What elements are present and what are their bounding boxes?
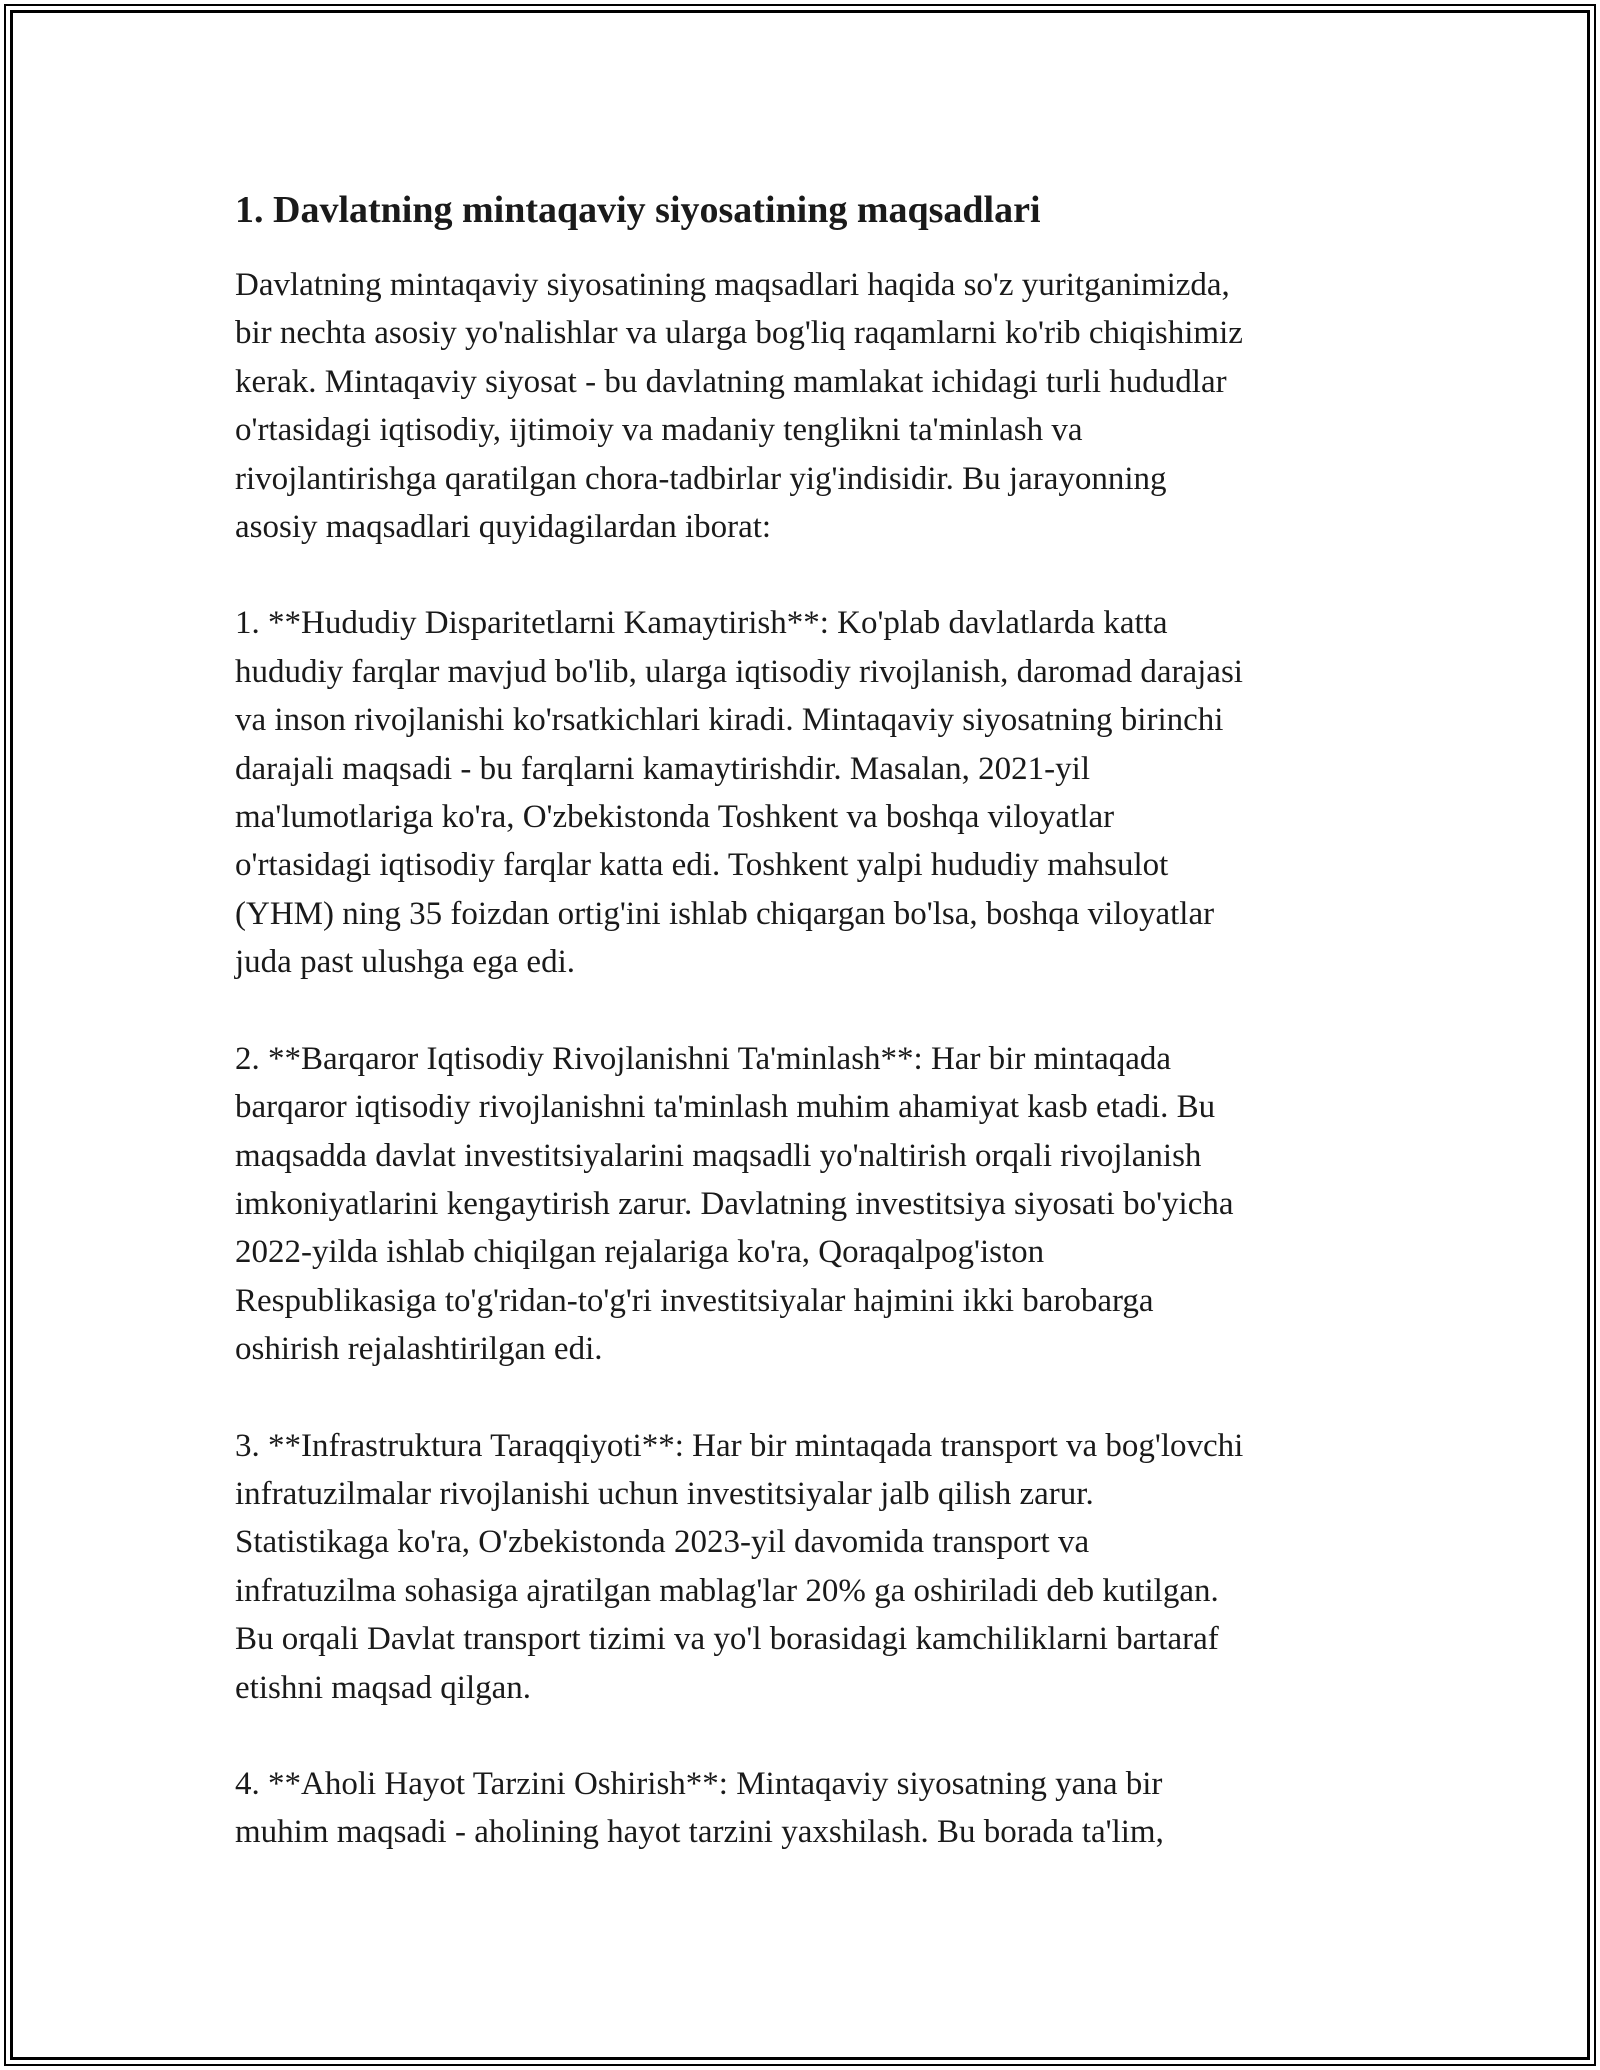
text-line: Respublikasiga to'g'ridan-to'g'ri investitsiyalar hajmini ikki barobarga	[235, 1282, 1154, 1319]
text-line: juda past ulushga ega edi.	[235, 944, 575, 981]
list-item-3-paragraph	[235, 1422, 1380, 1712]
list-item-2-paragraph	[235, 1035, 1380, 1374]
text-line: 3. **Infrastruktura Taraqqiyoti**: Har bir mintaqada transport va bog'lovchi	[235, 1427, 1244, 1464]
text-line: Bu orqali Davlat transport tizimi va yo'l borasidagi kamchiliklarni bartaraf	[235, 1621, 1219, 1658]
text-line: maqsadda davlat investitsiyalarini maqsadli yo'naltirish orqali rivojlanish	[235, 1137, 1202, 1174]
text-line: 2. **Barqaror Iqtisodiy Rivojlanishni Ta'minlash**: Har bir mintaqada	[235, 1040, 1172, 1077]
text-line: Statistikaga ko'ra, O'zbekistonda 2023-yil davomida transport va	[235, 1524, 1090, 1561]
text-line: Davlatning mintaqaviy siyosatining maqsadlari haqida so'z yuritganimizda,	[235, 267, 1230, 303]
text-line: hududiy farqlar mavjud bo'lib, ularga iqtisodiy rivojlanish, daromad darajasi	[235, 653, 1243, 690]
document-title: 1. Davlatning mintaqaviy siyosatining maqsadlari	[235, 189, 1041, 231]
text-line: 4. **Aholi Hayot Tarzini Oshirish**: Mintaqaviy siyosatning yana bir	[235, 1765, 1163, 1802]
list-item-4-paragraph	[235, 1760, 1380, 1857]
text-line: imkoniyatlarini kengaytirish zarur. Davlatning investitsiya siyosati bo'yicha	[235, 1185, 1234, 1222]
text-line: (YHM) ning 35 foizdan ortig'ini ishlab chiqargan bo'lsa, boshqa viloyatlar	[235, 895, 1215, 932]
text-line: 2022-yilda ishlab chiqilgan rejalariga ko'ra, Qoraqalpog'iston	[235, 1234, 1045, 1271]
text-line: o'rtasidagi iqtisodiy, ijtimoiy va madaniy tenglikni ta'minlash va	[235, 412, 1083, 449]
text-line: asosiy maqsadlari quyidagilardan iborat:	[235, 509, 772, 546]
text-line: va inson rivojlanishi ko'rsatkichlari kiradi. Mintaqaviy siyosatning birinchi	[235, 702, 1224, 739]
text-line: 1. **Hududiy Disparitetlarni Kamaytirish**: Ko'plab davlatlarda katta	[235, 605, 1168, 642]
intro-paragraph	[235, 261, 1380, 551]
document-body	[235, 185, 1380, 1905]
text-line: barqaror iqtisodiy rivojlanishni ta'minlash muhim ahamiyat kasb etadi. Bu	[235, 1089, 1216, 1126]
text-line: darajali maqsadi - bu farqlarni kamaytirishdir. Masalan, 2021-yil	[235, 750, 1091, 787]
list-item-1-paragraph	[235, 599, 1380, 986]
text-line: ma'lumotlariga ko'ra, O'zbekistonda Toshkent va boshqa viloyatlar	[235, 799, 1115, 836]
text-line: oshirish rejalashtirilgan edi.	[235, 1331, 603, 1368]
text-line: rivojlantirishga qaratilgan chora-tadbirlar yig'indisidir. Bu jarayonning	[235, 460, 1167, 497]
text-line: bir nechta asosiy yo'nalishlar va ularga bog'liq raqamlarni ko'rib chiqishimiz	[235, 315, 1243, 352]
text-line: kerak. Mintaqaviy siyosat - bu davlatning mamlakat ichidagi turli hududlar	[235, 363, 1227, 400]
text-line: muhim maqsadi - aholining hayot tarzini yaxshilash. Bu borada ta'lim,	[235, 1814, 1164, 1851]
text-line: infratuzilmalar rivojlanishi uchun investitsiyalar jalb qilish zarur.	[235, 1475, 1094, 1512]
text-line: infratuzilma sohasiga ajratilgan mablag'lar 20% ga oshiriladi deb kutilgan.	[235, 1572, 1219, 1609]
text-line: o'rtasidagi iqtisodiy farqlar katta edi. Toshkent yalpi hududiy mahsulot	[235, 847, 1169, 884]
text-line: etishni maqsad qilgan.	[235, 1669, 532, 1706]
